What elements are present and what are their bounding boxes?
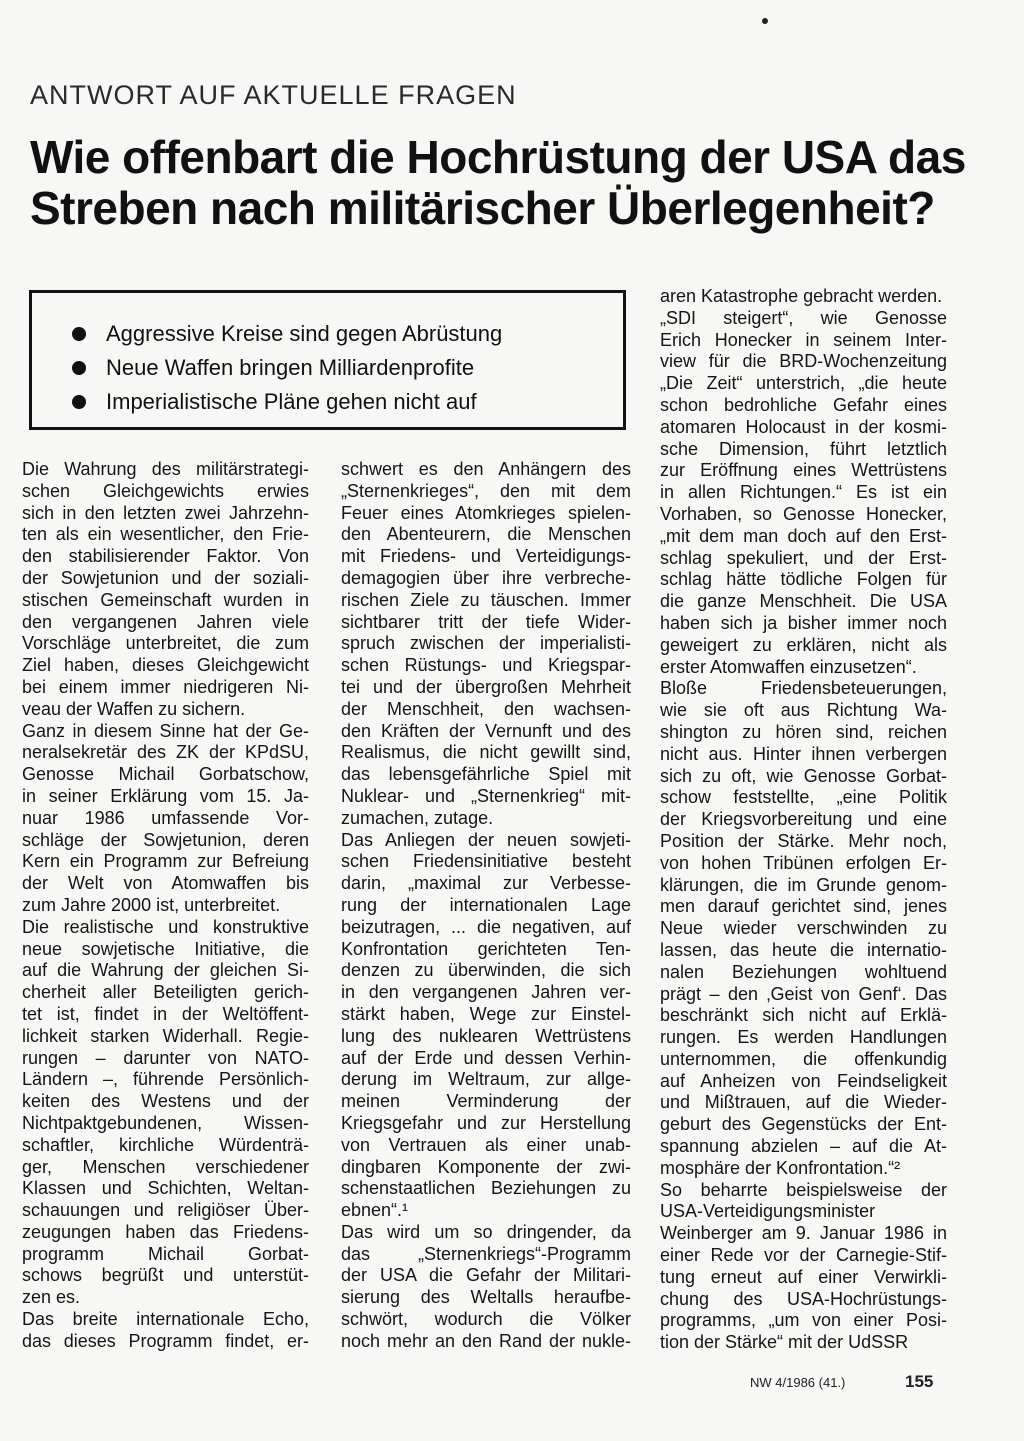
text-line: zen es. <box>22 1287 81 1308</box>
text-line: spruch zwischen der imperialisti- <box>341 633 631 654</box>
bullet-icon <box>72 327 86 341</box>
text-line: neue sowjetische Initiative, die <box>22 938 309 959</box>
text-line: USA-Verteidigungsminister <box>660 1201 876 1222</box>
text-line: zur Eröffnung eines Wettrüstens <box>660 460 947 481</box>
text-line: schaftler, kirchliche Würdenträ- <box>22 1134 309 1155</box>
text-line: in den vergangenen Jahren ver- <box>341 982 631 1003</box>
text-line: Ländern –, führende Persönlich- <box>22 1069 309 1090</box>
text-line: schenstaatlichen Beziehungen zu <box>341 1178 631 1199</box>
text-line: Kern ein Programm zur Befreiung <box>22 851 309 872</box>
text-line: Vorschläge unterbreitet, die zum <box>22 633 309 654</box>
text-line: schläge der Sowjetunion, deren <box>22 829 309 850</box>
text-line: stischen Gemeinschaft wurden in <box>22 589 309 610</box>
text-line: nalen Beziehungen wohltuend <box>660 961 947 982</box>
text-line: noch mehr an den Rand der nukle- <box>341 1330 631 1351</box>
text-line: meinen Verminderung der <box>341 1091 631 1112</box>
text-line: Nichtpaktgebundenen, Wissen- <box>22 1112 309 1133</box>
text-line: Die realistische und konstruktive <box>22 916 309 937</box>
text-line: Die Wahrung des militärstrategi- <box>22 459 309 479</box>
article-column-2 <box>341 459 631 1353</box>
text-line: Vorhaben, so Genosse Honecker, <box>660 503 947 524</box>
summary-item-text: Neue Waffen bringen Milliardenprofite <box>106 355 475 380</box>
text-line: keiten des Westens und der <box>22 1091 309 1112</box>
text-line: sich zu oft, wie Genosse Gorbat- <box>660 765 947 786</box>
text-line: unternommen, die offenkundig <box>660 1048 947 1069</box>
text-line: Realismus, die nicht gewillt sind, <box>341 742 631 763</box>
text-line: nicht aus. Hinter ihnen verbergen <box>660 743 947 764</box>
text-line: auf der Erde und dessen Verhin- <box>341 1047 631 1068</box>
page-number: 155 <box>905 1372 934 1391</box>
text-line: programm Michail Gorbat- <box>22 1243 309 1264</box>
text-line: auf Anheizen von Feindseligkeit <box>660 1070 947 1091</box>
text-line: der Sowjetunion und der soziali- <box>22 567 309 588</box>
text-line: spannung abzielen – auf die At- <box>660 1136 947 1157</box>
text-line: nuar 1986 umfassende Vor- <box>22 807 309 828</box>
text-line: lung des nuklearen Wettrüstens <box>341 1025 631 1046</box>
text-line: Das Anliegen der neuen sowjeti- <box>341 829 631 850</box>
text-line: mosphäre der Konfrontation.“² <box>660 1157 901 1178</box>
text-line: tet ist, findet in der Weltöffent- <box>22 1003 309 1024</box>
summary-item-text: Aggressive Kreise sind gegen Abrüstung <box>106 321 503 346</box>
summary-item <box>72 351 623 385</box>
text-line: rischen Ziele zu täuschen. Immer <box>341 589 631 610</box>
text-line: lassen, das heute die internatio- <box>660 939 947 960</box>
text-line: programms, „um von einer Posi- <box>660 1310 947 1331</box>
text-line: So beharrte beispielsweise der <box>660 1179 947 1200</box>
text-line: einer Rede vor der Carnegie-Stif- <box>660 1245 947 1266</box>
summary-box <box>29 290 626 430</box>
text-line: beschränkt sich nicht auf Erklä- <box>660 1005 947 1026</box>
text-line: rungen – darunter von NATO- <box>22 1047 309 1068</box>
text-line: veau der Waffen zu sichern. <box>22 698 246 719</box>
text-line: tei und der übergroßen Mehrheit <box>341 676 631 697</box>
text-line: beizutragen, ... die negativen, auf <box>341 916 631 937</box>
text-line: von Vertrauen als einer unab- <box>341 1134 631 1155</box>
text-line: schauungen und religiöser Über- <box>22 1200 309 1221</box>
text-line: haben sich ja bisher immer noch <box>660 612 947 633</box>
text-line: darin, „maximal zur Verbesse- <box>341 873 631 894</box>
text-line: rungen. Es werden Handlungen <box>660 1027 947 1048</box>
text-line: dingbaren Komponente der zwi- <box>341 1156 631 1177</box>
text-line: Ganz in diesem Sinne hat der Ge- <box>22 720 309 741</box>
text-line: den Abenteurern, die Menschen <box>341 524 631 545</box>
text-line: der Menschheit, den wachsen- <box>341 698 631 719</box>
text-line: schlag hätte tödliche Folgen für <box>660 569 947 590</box>
article-column-1 <box>22 459 309 1353</box>
text-line: erster Atomwaffen einzusetzen“. <box>660 656 917 677</box>
text-line: der Kriegsvorbereitung und eine <box>660 809 947 830</box>
text-line: das dieses Programm findet, er- <box>22 1330 309 1351</box>
text-line: klärungen, die im Grunde genom- <box>660 874 947 895</box>
text-line: cherheit aller Beteiligten gerich- <box>22 982 309 1003</box>
text-line: „Sternenkrieges“, den mit dem <box>341 480 631 501</box>
text-line: denzen zu überwinden, die sich <box>341 960 631 981</box>
summary-item <box>72 317 623 351</box>
text-line: derung im Weltraum, zur allge- <box>341 1069 631 1090</box>
text-line: „Die Zeit“ unterstrich, „die heute <box>660 373 947 394</box>
text-line: schow feststellte, „eine Politik <box>660 787 947 808</box>
text-line: stärkt haben, Wege zur Einstel- <box>341 1003 631 1024</box>
text-line: men darauf gerichtet sind, jenes <box>660 896 947 917</box>
article-column-3 <box>660 286 947 1354</box>
text-line: Feuer eines Atomkrieges spielen- <box>341 502 631 523</box>
summary-item-text: Imperialistische Pläne gehen nicht auf <box>106 389 477 414</box>
text-line: geburt des Gegenstücks der Ent- <box>660 1114 947 1135</box>
text-line: schen Rüstungs- und Kriegspar- <box>341 655 631 676</box>
text-line: atomaren Holocaust in der kosmi- <box>660 416 947 437</box>
headline <box>30 132 990 234</box>
text-line: Nuklear- und „Sternenkrieg“ mit- <box>341 785 631 806</box>
text-line: Das breite internationale Echo, <box>22 1309 309 1330</box>
text-line: in allen Richtungen.“ Es ist ein <box>660 482 947 503</box>
text-line: Genosse Michail Gorbatschow, <box>22 764 309 785</box>
text-line: demagogien über ihre verbreche- <box>341 567 631 588</box>
text-line: geweigert zu erklären, nicht als <box>660 634 947 655</box>
text-line: und Mißtrauen, auf die Wieder- <box>660 1092 947 1113</box>
text-line: sich in den letzten zwei Jahrzehn- <box>22 502 309 523</box>
text-line: Kriegsgefahr und zur Herstellung <box>341 1112 631 1133</box>
text-line: der Welt von Atomwaffen bis <box>22 873 309 894</box>
text-line: auf die Wahrung der gleichen Si- <box>22 960 309 981</box>
headline-line-2: Streben nach militärischer Überlegenheit? <box>30 182 935 234</box>
text-line: der USA die Gefahr der Militari- <box>341 1265 631 1286</box>
text-line: chung des USA-Hochrüstungs- <box>660 1288 947 1309</box>
text-line: zum Jahre 2000 ist, unterbreitet. <box>22 894 281 915</box>
text-line: sche Dimension, führt letztlich <box>660 438 947 459</box>
text-line: sichtbarer tritt der tiefe Wider- <box>341 611 631 632</box>
text-line: den Kräften der Vernunft und des <box>341 720 631 741</box>
text-line: ebnen“.¹ <box>341 1200 409 1221</box>
text-line: zumachen, zutage. <box>341 807 494 828</box>
text-line: bei einem immer niedrigeren Ni- <box>22 676 309 697</box>
text-line: schwert es den Anhängern des <box>341 459 631 479</box>
text-line: Ziel haben, dieses Gleichgewicht <box>22 655 309 676</box>
text-line: das „Sternenkriegs“-Programm <box>341 1243 631 1264</box>
print-speck <box>762 18 768 24</box>
text-line: ten als ein wesentlicher, den Frie- <box>22 524 309 545</box>
section-kicker: ANTWORT AUF AKTUELLE FRAGEN <box>30 80 517 110</box>
text-line: Konfrontation gerichteten Ten- <box>341 938 631 959</box>
text-line: wie sie oft aus Richtung Wa- <box>660 700 947 721</box>
page-footer <box>750 1372 950 1391</box>
text-line: Das wird um so dringender, da <box>341 1221 631 1242</box>
text-line: „mit dem man doch auf den Erst- <box>660 525 947 546</box>
text-line: sierung des Weltalls heraufbe- <box>341 1287 631 1308</box>
text-line: schwört, wodurch die Völker <box>341 1309 631 1330</box>
text-line: den stabilisierender Faktor. Von <box>22 546 309 567</box>
text-line: ger, Menschen verschiedener <box>22 1156 309 1177</box>
bullet-icon <box>72 361 86 375</box>
text-line: aren Katastrophe gebracht werden. <box>660 286 943 306</box>
text-line: prägt – den ‚Geist von Genf‘. Das <box>660 983 947 1004</box>
text-line: Position der Stärke. Mehr noch, <box>660 830 947 851</box>
text-line: Neue wieder verschwinden zu <box>660 918 947 939</box>
text-line: von hohen Tribünen erfolgen Er- <box>660 852 947 873</box>
text-line: zeugungen haben das Friedens- <box>22 1221 309 1242</box>
headline-line-1: Wie offenbart die Hochrüstung der USA das <box>30 131 966 183</box>
text-line: lichkeit starken Widerhall. Regie- <box>22 1025 309 1046</box>
text-line: shington zu hören sind, reichen <box>660 721 947 742</box>
summary-item <box>72 385 623 419</box>
text-line: schen Friedensinitiative besteht <box>341 851 631 872</box>
text-line: Erich Honecker in seinem Inter- <box>660 329 947 350</box>
text-line: Bloße Friedensbeteuerungen, <box>660 678 947 699</box>
text-line: den vergangenen Jahren viele <box>22 611 309 632</box>
text-line: rung der internationalen Lage <box>341 894 631 915</box>
text-line: mit Friedens- und Verteidigungs- <box>341 546 631 567</box>
text-line: schon bedrohliche Gefahr eines <box>660 394 947 415</box>
text-line: die ganze Menschheit. Die USA <box>660 591 947 612</box>
text-line: Klassen und Schichten, Weltan- <box>22 1178 309 1199</box>
text-line: „SDI steigert“, wie Genosse <box>660 307 947 328</box>
text-line: in seiner Erklärung vom 15. Ja- <box>22 785 309 806</box>
text-line: view für die BRD-Wochenzeitung <box>660 351 947 372</box>
bullet-icon <box>72 395 86 409</box>
text-line: tung erneut auf einer Verwirkli- <box>660 1266 947 1287</box>
text-line: neralsekretär des ZK der KPdSU, <box>22 742 309 763</box>
text-line: schows begrüßt und unterstüt- <box>22 1265 309 1286</box>
text-line: das lebensgefährliche Spiel mit <box>341 764 631 785</box>
text-line: tion der Stärke“ mit der UdSSR <box>660 1332 909 1353</box>
text-line: schen Gleichgewichts erwies <box>22 480 309 501</box>
text-line: schlag spekuliert, und der Erst- <box>660 547 947 568</box>
issue-reference: NW 4/1986 (41.) <box>750 1375 846 1390</box>
text-line: Weinberger am 9. Januar 1986 in <box>660 1223 947 1244</box>
